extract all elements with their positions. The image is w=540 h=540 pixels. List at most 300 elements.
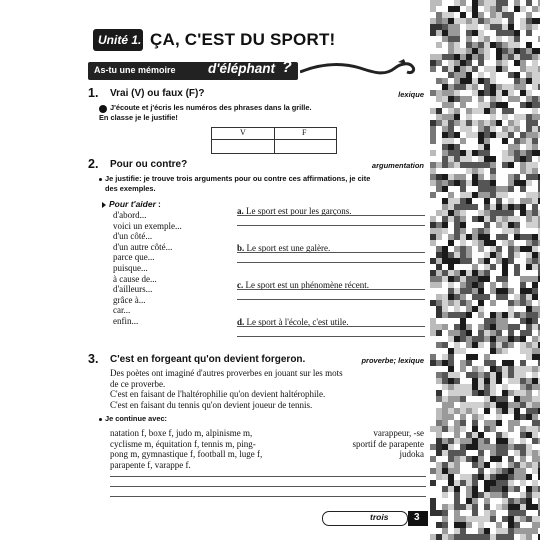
mosaic-tile	[472, 162, 478, 168]
mosaic-tile	[526, 36, 532, 42]
mosaic-tile	[526, 486, 532, 492]
mosaic-tile	[520, 216, 526, 222]
mosaic-tile	[430, 150, 436, 156]
mosaic-tile	[490, 60, 496, 66]
mosaic-tile	[466, 516, 472, 522]
mosaic-tile	[508, 348, 514, 354]
mosaic-tile	[514, 468, 520, 474]
mosaic-tile	[472, 348, 478, 354]
mosaic-tile	[508, 96, 514, 102]
mosaic-tile	[472, 84, 478, 90]
mosaic-tile	[508, 186, 514, 192]
mosaic-tile	[526, 84, 532, 90]
mosaic-tile	[472, 312, 478, 318]
mosaic-tile	[466, 132, 472, 138]
mosaic-tile	[484, 396, 490, 402]
mosaic-tile	[466, 6, 472, 12]
mosaic-tile	[454, 186, 460, 192]
mosaic-tile	[532, 174, 538, 180]
mosaic-tile	[490, 30, 496, 36]
mosaic-tile	[502, 300, 508, 306]
mosaic-tile	[454, 354, 460, 360]
mosaic-tile	[502, 282, 508, 288]
mosaic-tile	[496, 288, 502, 294]
mosaic-tile	[472, 276, 478, 282]
mosaic-tile	[430, 30, 436, 36]
mosaic-tile	[436, 234, 442, 240]
mosaic-tile	[436, 282, 442, 288]
mosaic-tile	[466, 474, 472, 480]
mosaic-tile	[484, 342, 490, 348]
mosaic-tile	[442, 42, 448, 48]
mosaic-tile	[472, 468, 478, 474]
mosaic-tile	[478, 390, 484, 396]
helper-phrase: enfin...	[113, 316, 139, 326]
mosaic-tile	[526, 276, 532, 282]
mosaic-tile	[460, 402, 466, 408]
mosaic-tile	[532, 432, 538, 438]
mosaic-tile	[520, 42, 526, 48]
mosaic-tile	[448, 204, 454, 210]
mosaic-tile	[508, 294, 514, 300]
mosaic-tile	[490, 198, 496, 204]
mosaic-tile	[508, 354, 514, 360]
mosaic-tile	[490, 192, 496, 198]
mosaic-tile	[436, 324, 442, 330]
mosaic-tile	[478, 150, 484, 156]
mosaic-tile	[514, 390, 520, 396]
mosaic-tile	[442, 420, 448, 426]
mosaic-tile	[490, 276, 496, 282]
mosaic-tile	[490, 162, 496, 168]
mosaic-tile	[442, 114, 448, 120]
mosaic-tile	[448, 294, 454, 300]
mosaic-tile	[436, 24, 442, 30]
mosaic-tile	[472, 456, 478, 462]
mosaic-tile	[460, 258, 466, 264]
mosaic-tile	[454, 168, 460, 174]
mosaic-tile	[508, 258, 514, 264]
mosaic-tile	[502, 270, 508, 276]
mosaic-tile	[502, 198, 508, 204]
mosaic-tile	[454, 366, 460, 372]
mosaic-tile	[460, 18, 466, 24]
mosaic-tile	[514, 234, 520, 240]
mosaic-tile	[508, 318, 514, 324]
mosaic-tile	[526, 348, 532, 354]
mosaic-tile	[430, 108, 436, 114]
mosaic-tile	[502, 138, 508, 144]
mosaic-tile	[514, 96, 520, 102]
mosaic-tile	[514, 288, 520, 294]
mosaic-tile	[508, 378, 514, 384]
mosaic-tile	[502, 24, 508, 30]
mosaic-tile	[460, 360, 466, 366]
mosaic-tile	[460, 312, 466, 318]
mosaic-tile	[430, 534, 436, 540]
mosaic-tile	[478, 510, 484, 516]
mosaic-tile	[478, 450, 484, 456]
mosaic-tile	[484, 462, 490, 468]
mosaic-tile	[514, 66, 520, 72]
mosaic-tile	[490, 318, 496, 324]
mosaic-tile	[472, 246, 478, 252]
mosaic-tile	[466, 138, 472, 144]
mosaic-tile	[502, 54, 508, 60]
mosaic-tile	[460, 396, 466, 402]
mosaic-tile	[514, 186, 520, 192]
mosaic-tile	[484, 402, 490, 408]
mosaic-tile	[532, 498, 538, 504]
mosaic-tile	[490, 240, 496, 246]
mosaic-tile	[508, 516, 514, 522]
mosaic-tile	[520, 306, 526, 312]
mosaic-tile	[466, 534, 472, 540]
mosaic-tile	[514, 312, 520, 318]
mosaic-tile	[448, 342, 454, 348]
mosaic-tile	[472, 126, 478, 132]
mosaic-tile	[520, 390, 526, 396]
mosaic-tile	[484, 180, 490, 186]
mosaic-tile	[454, 450, 460, 456]
mosaic-tile	[454, 84, 460, 90]
mosaic-tile	[484, 90, 490, 96]
mosaic-tile	[514, 528, 520, 534]
mosaic-tile	[478, 378, 484, 384]
mosaic-tile	[508, 474, 514, 480]
mosaic-tile	[484, 312, 490, 318]
mosaic-tile	[442, 162, 448, 168]
mosaic-tile	[460, 462, 466, 468]
mosaic-tile	[532, 222, 538, 228]
mosaic-tile	[490, 54, 496, 60]
mosaic-tile	[466, 222, 472, 228]
mosaic-tile	[442, 444, 448, 450]
mosaic-tile	[526, 438, 532, 444]
mosaic-tile	[502, 492, 508, 498]
mosaic-tile	[472, 192, 478, 198]
mosaic-tile	[460, 6, 466, 12]
mosaic-tile	[472, 462, 478, 468]
mosaic-tile	[526, 330, 532, 336]
mosaic-tile	[496, 108, 502, 114]
mosaic-tile	[442, 300, 448, 306]
mosaic-tile	[442, 132, 448, 138]
mosaic-tile	[442, 138, 448, 144]
mosaic-tile	[532, 522, 538, 528]
mosaic-tile	[472, 486, 478, 492]
section-2-tag: argumentation	[371, 161, 424, 170]
mosaic-tile	[442, 318, 448, 324]
mosaic-tile	[484, 252, 490, 258]
mosaic-tile	[532, 426, 538, 432]
mosaic-tile	[442, 198, 448, 204]
mosaic-tile	[484, 102, 490, 108]
mosaic-tile	[472, 534, 478, 540]
mosaic-tile	[526, 156, 532, 162]
mosaic-tile	[466, 348, 472, 354]
mosaic-tile	[436, 534, 442, 540]
mosaic-tile	[514, 408, 520, 414]
mosaic-tile	[442, 336, 448, 342]
mosaic-tile	[430, 54, 436, 60]
mosaic-tile	[478, 492, 484, 498]
mosaic-tile	[502, 360, 508, 366]
mosaic-tile	[532, 162, 538, 168]
mosaic-tile	[532, 336, 538, 342]
mosaic-tile	[532, 126, 538, 132]
mosaic-tile	[502, 66, 508, 72]
mosaic-tile	[436, 42, 442, 48]
mosaic-tile	[508, 42, 514, 48]
mosaic-tile	[430, 90, 436, 96]
mosaic-tile	[478, 228, 484, 234]
mosaic-tile	[502, 18, 508, 24]
mosaic-tile	[520, 366, 526, 372]
mosaic-tile	[436, 54, 442, 60]
mosaic-tile	[520, 240, 526, 246]
mosaic-tile	[502, 72, 508, 78]
mosaic-tile	[508, 84, 514, 90]
mosaic-tile	[448, 516, 454, 522]
mosaic-tile	[520, 522, 526, 528]
mosaic-tile	[508, 216, 514, 222]
mosaic-tile	[448, 264, 454, 270]
mosaic-tile	[448, 24, 454, 30]
mosaic-tile	[442, 342, 448, 348]
mosaic-tile	[460, 468, 466, 474]
mosaic-tile	[448, 96, 454, 102]
mosaic-tile	[502, 288, 508, 294]
mosaic-tile	[496, 114, 502, 120]
mosaic-tile	[520, 264, 526, 270]
mosaic-tile	[460, 498, 466, 504]
mosaic-tile	[460, 516, 466, 522]
mosaic-tile	[484, 258, 490, 264]
mosaic-tile	[514, 78, 520, 84]
mosaic-tile	[532, 204, 538, 210]
mosaic-tile	[436, 420, 442, 426]
mosaic-tile	[442, 84, 448, 90]
banner-plain-text: As-tu une mémoire	[94, 65, 176, 75]
mosaic-tile	[466, 312, 472, 318]
mosaic-tile	[496, 36, 502, 42]
mosaic-tile	[478, 138, 484, 144]
mosaic-tile	[484, 72, 490, 78]
mosaic-tile	[460, 492, 466, 498]
mosaic-tile	[448, 66, 454, 72]
mosaic-tile	[484, 0, 490, 6]
mosaic-tile	[472, 180, 478, 186]
mosaic-tile	[478, 36, 484, 42]
mosaic-tile	[454, 456, 460, 462]
mosaic-tile	[532, 486, 538, 492]
mosaic-tile	[484, 288, 490, 294]
mosaic-tile	[430, 216, 436, 222]
mosaic-tile	[502, 474, 508, 480]
mosaic-tile	[532, 66, 538, 72]
mosaic-tile	[502, 228, 508, 234]
mosaic-tile	[514, 222, 520, 228]
mosaic-tile	[430, 330, 436, 336]
mosaic-tile	[520, 408, 526, 414]
mosaic-tile	[448, 354, 454, 360]
mosaic-tile	[430, 510, 436, 516]
mosaic-tile	[532, 234, 538, 240]
mosaic-tile	[502, 12, 508, 18]
mosaic-tile	[460, 414, 466, 420]
mosaic-tile	[532, 156, 538, 162]
mosaic-tile	[526, 162, 532, 168]
mosaic-tile	[514, 486, 520, 492]
mosaic-tile	[490, 108, 496, 114]
mosaic-tile	[490, 252, 496, 258]
mosaic-tile	[526, 336, 532, 342]
mosaic-tile	[460, 276, 466, 282]
mosaic-tile	[484, 222, 490, 228]
section-3	[88, 352, 428, 512]
mosaic-tile	[502, 426, 508, 432]
mosaic-tile	[502, 108, 508, 114]
mosaic-tile	[526, 198, 532, 204]
mosaic-tile	[520, 102, 526, 108]
mosaic-tile	[502, 96, 508, 102]
section-3-title: C'est en forgeant qu'on devient forgeron.	[110, 354, 306, 365]
mosaic-tile	[502, 372, 508, 378]
mosaic-tile	[472, 432, 478, 438]
example-word: sportif de parapente	[352, 438, 424, 449]
mosaic-tile	[508, 492, 514, 498]
mosaic-tile	[520, 378, 526, 384]
mosaic-tile	[454, 150, 460, 156]
mosaic-tile	[520, 150, 526, 156]
mosaic-tile	[442, 246, 448, 252]
mosaic-tile	[502, 240, 508, 246]
mosaic-tile	[502, 444, 508, 450]
mosaic-tile	[442, 90, 448, 96]
mosaic-tile	[490, 528, 496, 534]
mosaic-tile	[436, 474, 442, 480]
mosaic-tile	[454, 72, 460, 78]
paragraph-line: de ce proverbe.	[110, 378, 166, 389]
mosaic-tile	[484, 54, 490, 60]
mosaic-tile	[466, 384, 472, 390]
section-1-number: 1.	[88, 86, 99, 100]
mosaic-tile	[502, 456, 508, 462]
mosaic-tile	[448, 330, 454, 336]
mosaic-tile	[454, 54, 460, 60]
mosaic-tile	[532, 0, 538, 6]
mosaic-tile	[496, 246, 502, 252]
mosaic-tile	[454, 108, 460, 114]
mosaic-tile	[484, 78, 490, 84]
mosaic-tile	[526, 372, 532, 378]
mosaic-tile	[532, 90, 538, 96]
mosaic-tile	[532, 456, 538, 462]
mosaic-tile	[460, 426, 466, 432]
mosaic-tile	[532, 474, 538, 480]
mosaic-tile	[484, 528, 490, 534]
mosaic-tile	[454, 114, 460, 120]
mosaic-tile	[520, 156, 526, 162]
mosaic-tile	[442, 264, 448, 270]
mosaic-tile	[472, 18, 478, 24]
mosaic-tile	[490, 0, 496, 6]
mosaic-tile	[478, 480, 484, 486]
mosaic-tile	[430, 282, 436, 288]
mosaic-tile	[520, 438, 526, 444]
mosaic-tile	[448, 324, 454, 330]
mosaic-tile	[454, 6, 460, 12]
helper-phrase: puisque...	[113, 263, 148, 273]
mosaic-tile	[472, 342, 478, 348]
mosaic-tile	[454, 414, 460, 420]
mosaic-tile	[466, 276, 472, 282]
mosaic-tile	[442, 402, 448, 408]
vocab-line: parapente f, varappe f.	[110, 459, 191, 470]
mosaic-tile	[526, 288, 532, 294]
mosaic-tile	[532, 36, 538, 42]
mosaic-tile	[484, 276, 490, 282]
mosaic-tile	[526, 174, 532, 180]
mosaic-tile	[514, 156, 520, 162]
mosaic-tile	[460, 150, 466, 156]
mosaic-tile	[526, 234, 532, 240]
mosaic-tile	[508, 372, 514, 378]
mosaic-tile	[454, 444, 460, 450]
mosaic-tile	[472, 96, 478, 102]
mosaic-tile	[430, 6, 436, 12]
mosaic-tile	[454, 402, 460, 408]
mosaic-tile	[466, 60, 472, 66]
mosaic-tile	[514, 126, 520, 132]
mosaic-tile	[442, 192, 448, 198]
mosaic-tile	[478, 120, 484, 126]
mosaic-tile	[532, 192, 538, 198]
mosaic-tile	[490, 114, 496, 120]
mosaic-tile	[502, 264, 508, 270]
mosaic-tile	[514, 150, 520, 156]
mosaic-tile	[526, 210, 532, 216]
mosaic-tile	[472, 150, 478, 156]
mosaic-tile	[520, 114, 526, 120]
mosaic-tile	[430, 300, 436, 306]
mosaic-tile	[484, 522, 490, 528]
mosaic-tile	[532, 402, 538, 408]
mosaic-tile	[448, 102, 454, 108]
mosaic-tile	[466, 414, 472, 420]
mosaic-tile	[514, 216, 520, 222]
mosaic-tile	[508, 66, 514, 72]
mosaic-tile	[484, 282, 490, 288]
mosaic-tile	[490, 474, 496, 480]
mosaic-tile	[454, 312, 460, 318]
mosaic-tile	[514, 330, 520, 336]
mosaic-tile	[490, 312, 496, 318]
mosaic-tile	[508, 150, 514, 156]
mosaic-tile	[442, 12, 448, 18]
mosaic-tile	[484, 186, 490, 192]
mosaic-tile	[478, 210, 484, 216]
mosaic-tile	[520, 414, 526, 420]
mosaic-tile	[472, 102, 478, 108]
mosaic-tile	[490, 450, 496, 456]
mosaic-tile	[532, 492, 538, 498]
mosaic-tile	[454, 372, 460, 378]
mosaic-tile	[514, 204, 520, 210]
mosaic-tile	[514, 270, 520, 276]
mosaic-tile	[508, 528, 514, 534]
